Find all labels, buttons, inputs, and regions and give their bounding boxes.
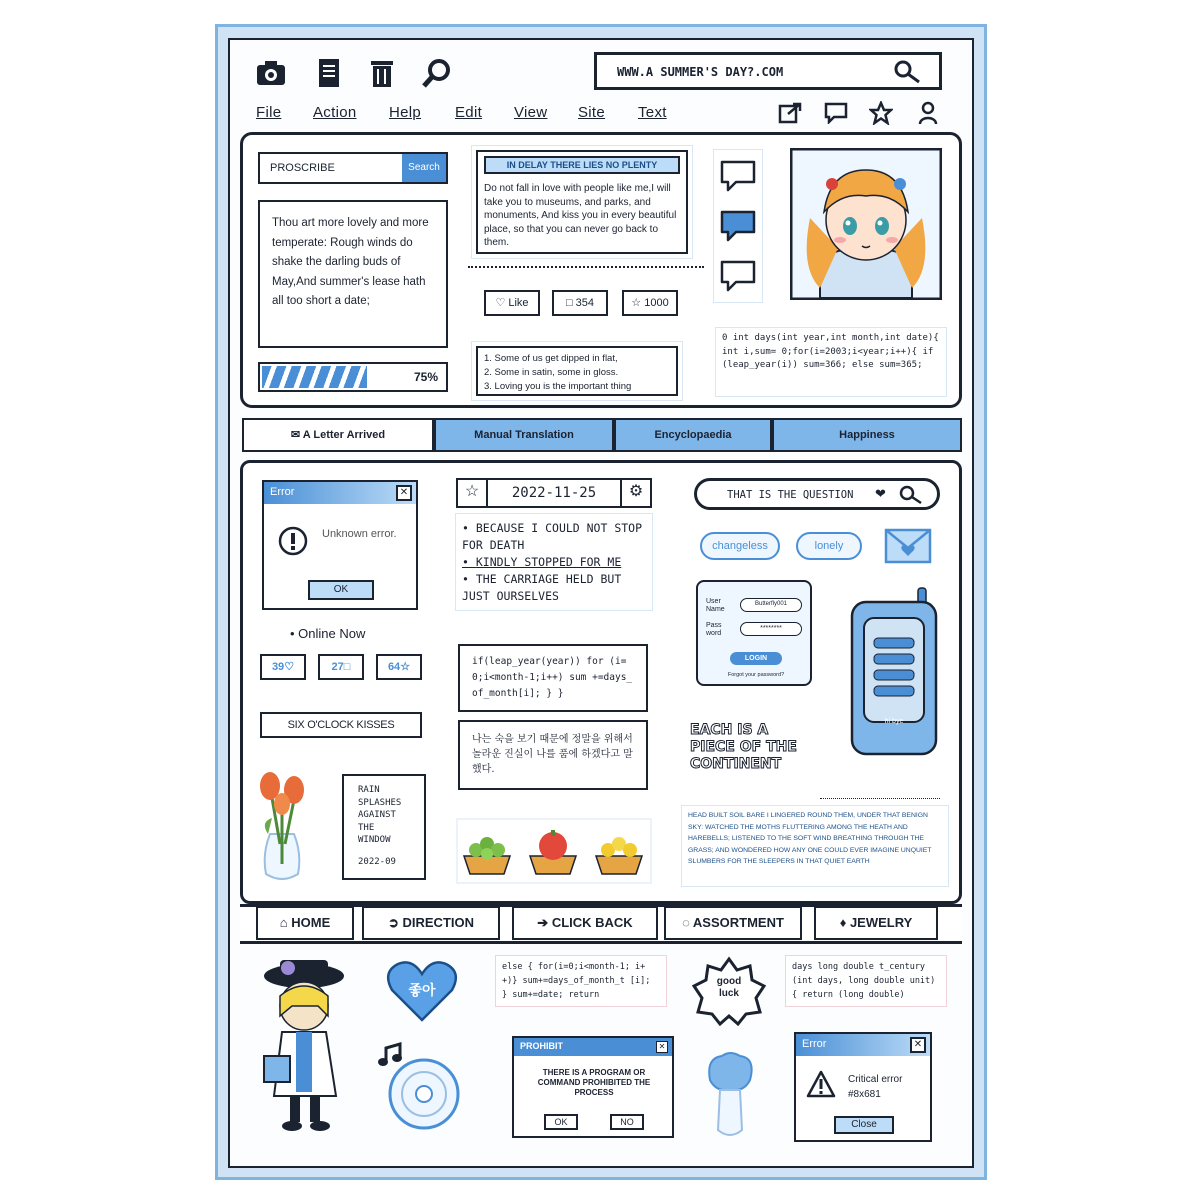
question-text: THAT IS THE QUESTION: [727, 489, 854, 501]
star-icon[interactable]: ☆: [458, 480, 488, 506]
menu-help[interactable]: Help: [389, 104, 422, 121]
music-cd-illustration: [374, 1040, 466, 1132]
forgot-password-link[interactable]: Forgot your password?: [727, 672, 785, 678]
menu-file[interactable]: File: [256, 104, 282, 121]
trash-icon[interactable]: [365, 56, 399, 90]
tag-changeless[interactable]: changeless: [700, 532, 780, 560]
bullet-2: • KINDLY STOPPED FOR ME: [462, 555, 622, 569]
bullet-2-text: KINDLY STOPPED FOR ME: [475, 555, 622, 569]
girl-illustration: [790, 148, 942, 300]
code-box-text: if(leap_year(year)) for (i=0;i<month-1;i++) sum +=days_of_month[i]; } }: [472, 656, 633, 699]
tulip-vase-illustration: [252, 764, 312, 884]
prose-text: HEAD BUILT SOIL BARE I LINGERED ROUND THEM, UNDER THAT BENIGN SKY: WATCHED THE MOTHS FLUTTERING AMONG THE HEATH AND HAREBELLS; LISTENED TO THE SOFT WIND BREATHING THROUGH THE GRASS; AND WONDERED HOW ANY ONE COULD EVER IMAGINE UNQUIET SLUMBERS FOR THE SLEEPERS IN THAT QUIET EARTH: [688, 812, 932, 865]
search-button[interactable]: Search: [402, 154, 446, 182]
alert-triangle-icon: [806, 1070, 836, 1098]
password-input[interactable]: ********: [740, 622, 802, 636]
url-text: WWW.A SUMMER'S DAY?.COM: [617, 65, 784, 79]
code-text: 0 int days(int year,int month,int date){ int i,sum= 0;for(i=2003;i<year;i++){ if(leap_year(i)) sum=366; else sum=365;: [722, 333, 939, 370]
document-icon[interactable]: [312, 56, 346, 90]
dotted-divider: [820, 798, 940, 799]
like-button[interactable]: ♡ Like: [484, 290, 540, 316]
menu-text[interactable]: Text: [638, 104, 667, 121]
stars-count: 1000: [644, 297, 669, 309]
progress-fill: [262, 366, 367, 388]
error-title: Error: [264, 482, 416, 504]
nav-home[interactable]: ⌂ HOME: [256, 906, 354, 940]
code-card-2-text: days long double t_century (int days, long double unit) { return (long double): [792, 962, 936, 1000]
menu-action[interactable]: Action: [313, 104, 357, 121]
prohibit-no-button[interactable]: NO: [610, 1114, 644, 1130]
progress-label: 75%: [413, 370, 438, 384]
speech-bubble-filled-icon: [718, 208, 758, 244]
korean-text: 나는 숙을 보기 때문에 정말을 위해서 놀라운 진실이 나를 품에 하겠다고 말했다.: [472, 734, 633, 775]
password-label: Pass word: [706, 622, 722, 637]
date-bar: [456, 478, 652, 508]
tab-letter[interactable]: ✉ A Letter Arrived: [242, 418, 434, 452]
critical-error-title: Error: [796, 1034, 930, 1056]
close-icon[interactable]: ✕: [656, 1041, 668, 1053]
phone-screen-label: hi bye: [884, 718, 904, 725]
login-button[interactable]: LOGIN: [730, 652, 782, 665]
bullet-1-text: BECAUSE I COULD NOT STOP FOR DEATH: [462, 521, 643, 552]
comments-count: 354: [575, 297, 595, 309]
search-icon[interactable]: [899, 485, 923, 505]
nav-jewelry[interactable]: ♦ JEWELRY: [814, 906, 938, 940]
blue-flower-hand-illustration: [700, 1050, 760, 1142]
comments-button[interactable]: □ 354: [552, 290, 608, 316]
rain-text: RAIN SPLASHES AGAINST THE WINDOW: [358, 785, 402, 845]
tab-translation[interactable]: Manual Translation: [434, 418, 614, 452]
code-box: [458, 644, 648, 712]
magnifier-icon[interactable]: [420, 56, 454, 90]
progress-bar: [258, 362, 448, 392]
code-card-1: [496, 956, 666, 1006]
message-icon[interactable]: [824, 102, 848, 124]
prohibit-ok-button[interactable]: OK: [544, 1114, 578, 1130]
nav-jewelry-label: JEWELRY: [849, 915, 913, 930]
poem-text: Thou art more lovely and more temperate: Rough winds do shake the darling buds of May,And summer's lease hath all too short a date;: [272, 217, 429, 307]
good-luck-text: good luck: [716, 976, 742, 999]
close-icon[interactable]: ✕: [910, 1037, 926, 1053]
share-icon[interactable]: [778, 102, 802, 124]
code-card-1-text: else { for(i=0;i<month-1; i++)} sum+=days_of_month_t [i]; } sum+=date; return: [502, 962, 651, 1000]
tag-lonely[interactable]: lonely: [796, 532, 862, 560]
nav-click-back-label: CLICK BACK: [551, 915, 633, 930]
dotted-divider: [468, 266, 704, 268]
search-field[interactable]: [258, 152, 448, 184]
online-now-label: • Online Now: [290, 626, 366, 641]
like-label: Like: [508, 297, 529, 309]
menu-edit[interactable]: Edit: [455, 104, 483, 121]
speech-bubble-icon: [718, 258, 758, 294]
critical-error-text: Critical error #8x681: [848, 1074, 903, 1100]
nav-direction[interactable]: ➲ DIRECTION: [362, 906, 500, 940]
online-likes[interactable]: 39♡: [260, 654, 306, 680]
close-button[interactable]: Close: [834, 1116, 894, 1134]
login-card: [696, 580, 812, 686]
envelope-heart-icon: [884, 528, 932, 564]
stars-button[interactable]: ☆ 1000: [622, 290, 678, 316]
online-count-2: 27: [331, 661, 344, 673]
tab-encyclopaedia[interactable]: Encyclopaedia: [614, 418, 772, 452]
list-item-3: 3. Loving you is the important thing: [484, 381, 632, 392]
code-card-2: [786, 956, 946, 1006]
error-dialog: [262, 480, 418, 610]
flip-phone-illustration: [848, 586, 940, 758]
prose-card: [682, 806, 948, 886]
speech-bubble-icon: [718, 158, 758, 194]
user-icon[interactable]: [917, 101, 939, 125]
nav-click-back[interactable]: ➔ CLICK BACK: [512, 906, 658, 940]
prohibit-title: PROHIBIT: [514, 1038, 672, 1056]
poem-box: [258, 200, 448, 348]
question-search[interactable]: [694, 478, 940, 510]
tab-letter-label: A Letter Arrived: [302, 429, 386, 441]
headline-paragraph: Do not fall in love with people like me,I will take you to museums, and parks, and monuments, And kiss you in every beautiful place, so that you can never go back to them.: [484, 183, 677, 248]
rain-card: [342, 774, 426, 880]
nav-assortment[interactable]: ◌ ASSORTMENT: [664, 906, 802, 940]
menu-site[interactable]: Site: [578, 104, 606, 121]
error-text: Unknown error.: [322, 528, 397, 540]
camera-icon[interactable]: [254, 56, 288, 90]
critical-error-dialog: [794, 1032, 932, 1142]
gear-icon[interactable]: ⚙: [620, 480, 650, 506]
url-bar[interactable]: [594, 52, 942, 90]
prohibit-dialog: [512, 1036, 674, 1138]
nav-home-label: HOME: [291, 915, 331, 930]
list-item-1: 1. Some of us get dipped in flat,: [484, 353, 618, 364]
warning-icon: [278, 526, 308, 556]
rain-date: 2022-09: [358, 856, 396, 867]
list-card: [476, 346, 678, 396]
headline-card: [476, 150, 688, 254]
bullet-card: [456, 514, 652, 610]
nav-direction-label: DIRECTION: [402, 915, 474, 930]
menu-view[interactable]: View: [514, 104, 548, 121]
online-stars[interactable]: 64☆: [376, 654, 422, 680]
username-label: User Name: [706, 598, 725, 613]
search-value: PROSCRIBE: [270, 162, 335, 174]
continent-text: EACH IS A PIECE OF THE CONTINENT: [690, 722, 797, 772]
headline: IN DELAY THERE LIES NO PLENTY: [484, 156, 680, 174]
online-count-3: 64: [387, 661, 401, 673]
bullet-3: • THE CARRIAGE HELD BUT JUST OURSELVES: [462, 572, 622, 603]
code-card: [716, 328, 946, 396]
search-icon[interactable]: [892, 58, 922, 86]
nav-assortment-label: ASSORTMENT: [692, 915, 784, 930]
kisses-label: SIX O'CLOCK KISSES: [260, 712, 422, 738]
bullet-3-text: THE CARRIAGE HELD BUT JUST OURSELVES: [462, 572, 622, 603]
korean-box: [458, 720, 648, 790]
online-count-1: 39: [271, 661, 285, 673]
tab-happiness[interactable]: Happiness: [772, 418, 962, 452]
close-icon[interactable]: ✕: [396, 485, 412, 501]
fruit-baskets-illustration: [456, 818, 652, 884]
heart-sticker-text: 좋아: [408, 983, 436, 999]
bullet-1: • BECAUSE I COULD NOT STOP FOR DEATH: [462, 521, 643, 552]
boy-illustration: [252, 956, 362, 1136]
online-messages[interactable]: 27□: [318, 654, 364, 680]
heart-icon: ❤: [875, 486, 886, 501]
date-text: 2022-11-25: [511, 485, 597, 501]
list-item-2: 2. Some in satin, some in gloss.: [484, 367, 619, 378]
ok-button[interactable]: OK: [308, 580, 374, 600]
star-icon[interactable]: [869, 101, 893, 125]
prohibit-text: THERE IS A PROGRAM OR COMMAND PROHIBITED THE PROCESS: [537, 1068, 651, 1097]
username-input[interactable]: Butterfly001: [740, 598, 802, 612]
